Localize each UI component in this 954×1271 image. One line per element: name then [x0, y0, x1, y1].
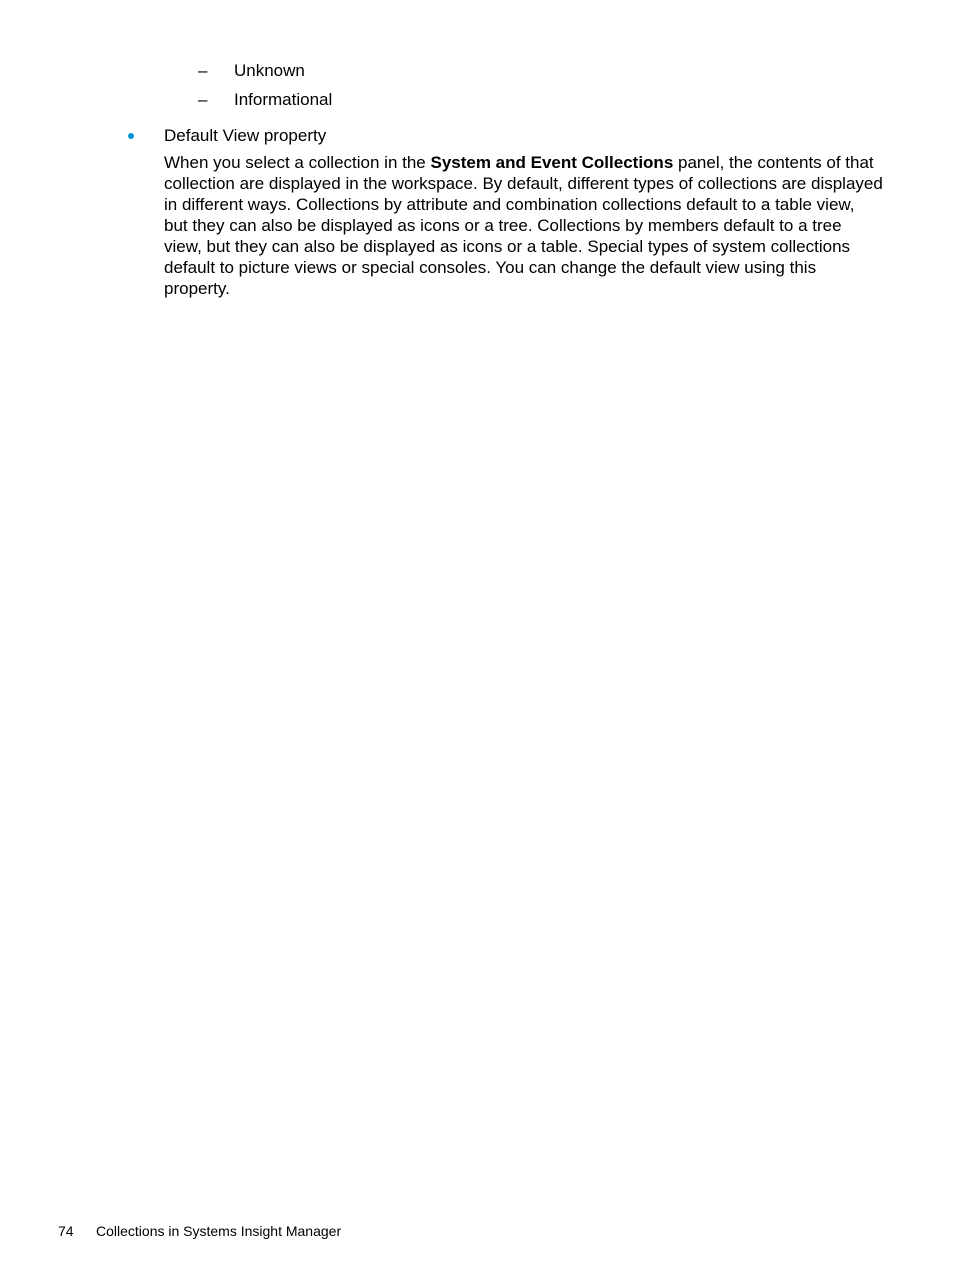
bullet-dot-icon — [128, 133, 134, 139]
default-view-description — [164, 152, 883, 299]
paragraph-line-6: default to picture views or special consoles. You can change the default view using this — [164, 258, 817, 277]
page-footer — [58, 1222, 341, 1240]
sublist-item-text: Informational — [234, 90, 333, 109]
paragraph-line-2: collection are displayed in the workspace. By default, different types of collections are displayed — [164, 174, 883, 193]
paragraph-line-3: in different ways. Collections by attribute and combination collections default to a table view, — [164, 195, 855, 214]
dash-marker: – — [198, 90, 208, 109]
paragraph-line-4: but they can also be displayed as icons or a tree. Collections by members default to a tree — [164, 216, 842, 235]
sublist-item-informational — [198, 90, 332, 110]
footer-section-title: Collections in Systems Insight Manager — [96, 1223, 342, 1239]
panel-name-bold: System and Event Collections — [430, 153, 674, 172]
sublist-item-unknown — [198, 61, 305, 81]
page-number: 74 — [58, 1223, 74, 1239]
paragraph-line-1: When you select a collection in the System and Event Collections panel, the contents of that — [164, 153, 874, 172]
dash-marker: – — [198, 61, 208, 80]
paragraph-line-7: property. — [164, 279, 230, 298]
sublist-item-text: Unknown — [234, 61, 305, 80]
paragraph-line-5: view, but they can also be displayed as icons or a table. Special types of system collections — [164, 237, 851, 256]
bullet-label: Default View property — [164, 126, 327, 145]
